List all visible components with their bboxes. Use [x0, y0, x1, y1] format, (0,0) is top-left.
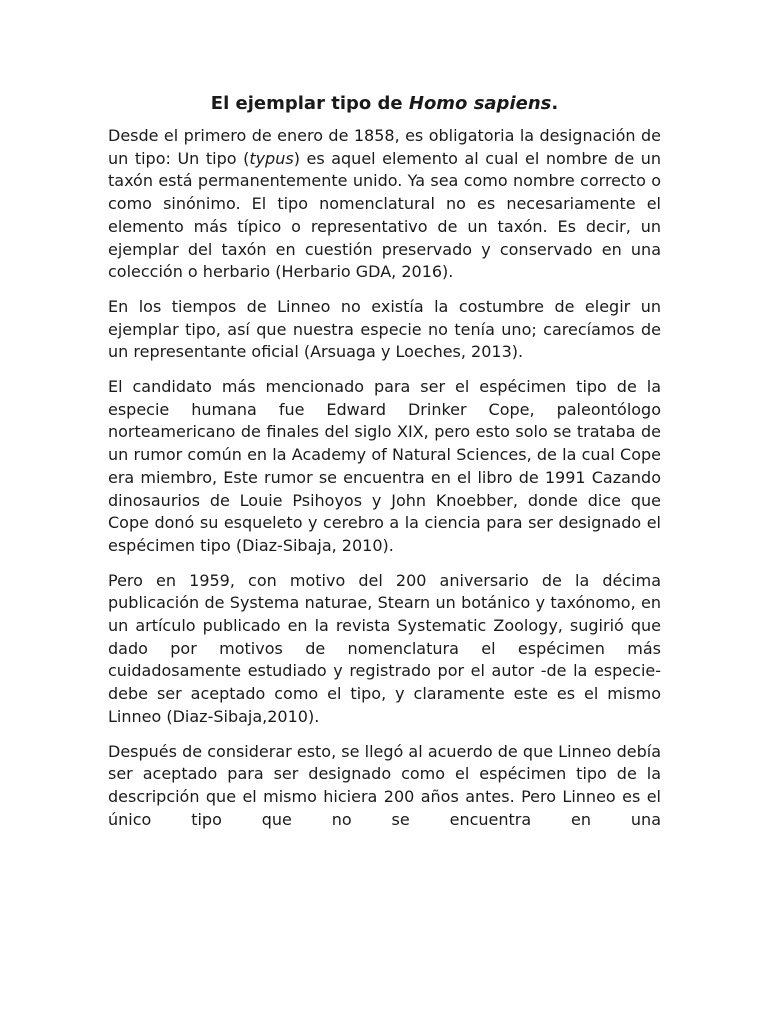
paragraph-1-term: typus	[249, 148, 294, 168]
title-suffix: .	[551, 93, 559, 114]
paragraph-4: Pero en 1959, con motivo del 200 aniversario de la décima publicación de Systema naturae, Stearn un botánico y taxónomo, en un artículo publicado en la revista Systematic Zoology, sugirió que dado por motivos de nomenclatura el espécimen más cuidadosamente estudiado y registrado por el autor -de la especie- debe ser aceptado como el tipo, y claramente este es el mismo Linneo (Diaz-Sibaja,2010).	[108, 570, 661, 726]
paragraph-5: Después de considerar esto, se llegó al acuerdo de que Linneo debía ser aceptado para ser designado como el espécimen tipo de la descripción que el mismo hiciera 200 años antes. Pero Linneo es el único tipo que no se encuentra en una	[108, 741, 661, 829]
title-prefix: El ejemplar tipo de	[210, 93, 409, 114]
paragraph-2: En los tiempos de Linneo no existía la costumbre de elegir un ejemplar tipo, así que nuestra especie no tenía uno; carecíamos de un representante oficial (Arsuaga y Loeches, 2013).	[108, 296, 661, 362]
paragraph-3: El candidato más mencionado para ser el espécimen tipo de la especie humana fue Edward Drinker Cope, paleontólogo norteamericano de finales del siglo XIX, pero esto solo se trataba de un rumor común en la Academy of Natural Sciences, de la cual Cope era miembro, Este rumor se encuentra en el libro de 1991 Cazando dinosaurios de Louie Psihoyos y John Knoebber, donde dice que Cope donó su esqueleto y cerebro a la ciencia para ser designado el espécimen tipo (Diaz-Sibaja, 2010).	[108, 377, 661, 555]
title-scientific-name: Homo sapiens	[408, 93, 552, 114]
document-page	[108, 92, 661, 843]
paragraph-1-after: ) es aquel elemento al cual el nombre de un taxón está permanentemente unido. Ya sea como nombre correcto o como sinónimo. El tipo nomenclatural no es necesariamente el elemento más típico o representativo de un taxón. Es decir, un ejemplar del taxón en cuestión preservado y conservado en una colección o herbario (Herbario GDA, 2016).	[108, 148, 661, 282]
document-title	[108, 92, 661, 116]
paragraph-1	[108, 125, 661, 284]
paragraph-1-before: Desde el primero de enero de 1858, es obligatoria la designación de un tipo: Un tipo (	[108, 126, 661, 168]
